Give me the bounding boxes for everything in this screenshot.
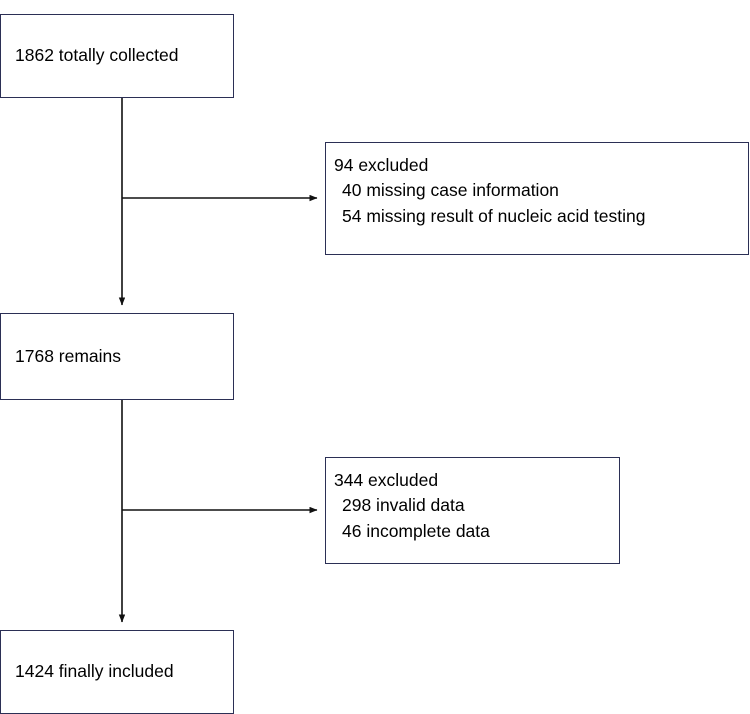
node-line: 1424 finally included bbox=[15, 661, 174, 682]
node-remains bbox=[0, 313, 234, 400]
node-totally-collected bbox=[0, 14, 234, 98]
node-line: 94 excluded bbox=[334, 155, 429, 175]
node-excluded-second bbox=[325, 457, 620, 564]
node-line: 54 missing result of nucleic acid testing bbox=[342, 205, 646, 226]
node-line: 344 excluded bbox=[334, 470, 439, 490]
node-excluded-first bbox=[325, 142, 749, 255]
node-line: 40 missing case information bbox=[342, 180, 559, 201]
node-line: 298 invalid data bbox=[342, 495, 465, 516]
node-line: 1862 totally collected bbox=[15, 45, 179, 66]
node-line: 46 incomplete data bbox=[342, 520, 490, 541]
node-line: 1768 remains bbox=[15, 345, 122, 366]
node-finally-included bbox=[0, 630, 234, 714]
